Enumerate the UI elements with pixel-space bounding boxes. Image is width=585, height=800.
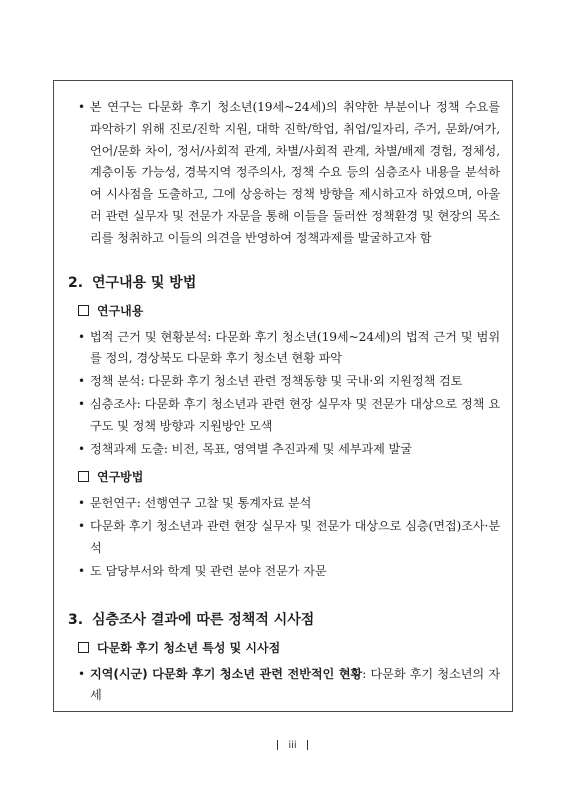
list-item <box>68 516 500 560</box>
bullet-icon: • <box>78 666 85 681</box>
list-item <box>68 394 500 438</box>
footer-divider <box>277 740 278 750</box>
bullet-icon: • <box>78 329 85 344</box>
subsection-title: 다문화 후기 청소년 특성 및 시사점 <box>97 640 281 655</box>
section-number: 3. <box>68 611 84 628</box>
research-method-list <box>68 493 500 582</box>
section-number: 2. <box>68 274 84 291</box>
subsection-research-content <box>78 302 500 319</box>
subsection-research-method <box>78 468 500 485</box>
list-item-text: 도 담당부서와 학계 및 관련 분야 전문가 자문 <box>90 563 327 578</box>
bullet-icon: • <box>78 374 85 389</box>
characteristics-list <box>68 664 500 708</box>
section-3-heading <box>68 609 500 629</box>
bullet-icon: • <box>78 441 85 456</box>
subsection-title: 연구내용 <box>97 303 144 318</box>
list-item <box>68 371 500 393</box>
page-footer <box>0 740 585 751</box>
footer-divider <box>307 740 308 750</box>
subsection-title: 연구방법 <box>97 470 144 485</box>
bullet-icon: • <box>78 519 85 534</box>
checkbox-square-icon <box>78 642 89 653</box>
subsection-characteristics <box>78 639 500 656</box>
checkbox-square-icon <box>78 305 89 316</box>
intro-text: 본 연구는 다문화 후기 청소년(19세~24세)의 취약한 부분이나 정책 수요를 파악하기 위해 진로/진학 지원, 대학 진학/학업, 취업/일자리, 주거, 문화/여가, 언어/문화 차이, 정서/사회적 관계, 차별/사회적 관계, 차별/배제 경험, 정체성, 계층이동 가능성, 경북지역 정주의사, 정책 수요 등의 심층조사 내용을 분석하여 시사점을 도출하고, 그에 상응하는 정책 방향을 제시하고자 하였으며, 아울러 관련 실무자 및 전문가 자문을 통해 이들을 둘러싼 정책환경 및 현장의 목소리를 청취하고 이들의 의견을 반영하여 정책과제를 발굴하고자 함 <box>90 100 500 245</box>
list-item-text: 심층조사: 다문화 후기 청소년과 관련 현장 실무자 및 전문가 대상으로 정책 요구도 및 정책 방향과 지원방안 모색 <box>90 396 500 433</box>
list-item-text: 법적 근거 및 현황분석: 다문화 후기 청소년(19세~24세)의 법적 근거 및 범위를 정의, 경상북도 다문화 후기 청소년 현황 파악 <box>90 329 500 366</box>
list-item-text: 정책과제 도출: 비전, 목표, 영역별 추진과제 및 세부과제 발굴 <box>90 441 412 456</box>
section-2-heading <box>68 272 500 292</box>
list-item <box>68 664 500 708</box>
bullet-icon: • <box>78 496 85 511</box>
bullet-icon: • <box>78 100 85 114</box>
list-item-text: 다문화 후기 청소년과 관련 현장 실무자 및 전문가 대상으로 심층(면접)조사·분석 <box>90 519 500 555</box>
section-title: 연구내용 및 방법 <box>91 274 197 291</box>
list-item-strong-text: 지역(시군) 다문화 후기 청소년 관련 전반적인 현황 <box>90 666 363 681</box>
list-item <box>68 439 500 461</box>
list-item <box>68 561 500 583</box>
page-number: iii <box>288 740 297 751</box>
section-title: 심층조사 결과에 따른 정책적 시사점 <box>91 611 315 628</box>
content-body <box>68 97 500 708</box>
list-item-text: 문헌연구: 선행연구 고찰 및 통계자료 분석 <box>90 496 312 511</box>
list-item <box>68 493 500 515</box>
content-frame <box>53 80 513 712</box>
list-item-text: 정책 분석: 다문화 후기 청소년 관련 정책동향 및 국내·외 지원정책 검토 <box>90 374 463 389</box>
list-item-text: : 다문화 후기 청소년의 자세 <box>90 666 500 703</box>
intro-paragraph <box>68 97 500 250</box>
checkbox-square-icon <box>78 471 89 482</box>
bullet-icon: • <box>78 563 85 578</box>
list-item <box>68 327 500 371</box>
bullet-icon: • <box>78 396 85 411</box>
research-content-list <box>68 327 500 461</box>
